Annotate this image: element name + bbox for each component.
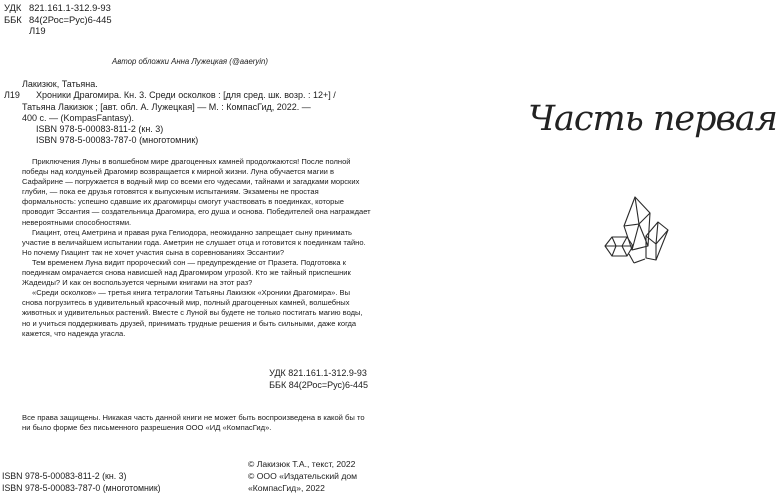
isbn-book: ISBN 978-5-00083-811-2 (кн. 3) (2, 471, 127, 481)
catalog-entry (0, 90, 380, 146)
author-mark: Л19 (29, 25, 46, 36)
part-title: Часть первая (528, 99, 777, 139)
crystals-illustration-icon (602, 194, 672, 266)
catalog-author-mark: Л19 (4, 90, 20, 101)
cover-credit: Автор обложки Анна Лужецкая (@aaeryin) (112, 57, 268, 66)
copyright-publisher-cont: «КомпасГид», 2022 (248, 483, 325, 493)
part-title-page (380, 0, 777, 496)
isbn-series: ISBN 978-5-00083-787-0 (многотомник) (2, 483, 161, 493)
copyright-notice (248, 458, 357, 494)
catalog-isbn-series: ISBN 978-5-00083-787-0 (многотомник) (36, 135, 199, 146)
catalog-record (0, 79, 380, 147)
copyright-publisher: © ООО «Издательский дом (248, 471, 358, 481)
isbn-block (2, 470, 161, 494)
rights-notice: Все права защищены. Никакая часть данной книги не может быть воспроизведена в какой бы то ни было форме без письменного разрешения ООО «ИД «КомпасГид». (22, 413, 365, 433)
bbk-code: ББК 84(2Рос=Рус)6-445 (269, 379, 368, 390)
classification-codes (4, 2, 112, 37)
annotation-paragraph: Гиацинт, отец Аметрина и правая рука Гелиодора, неожиданно запрещает сыну принимать участие в величайшем испытании года. Аметрин не слушает отца и готовится к поединкам тайно. Но почему Гиацинт так не хочет участия сына в соревнованиях Эссантии? (22, 227, 366, 257)
udk-code: УДК 821.161.1-312.9-93 (269, 368, 367, 378)
udk-label: УДК (4, 2, 22, 13)
udk-row (4, 2, 112, 14)
annotation-paragraph: Тем временем Луна видит пророческий сон — предупреждение от Празета. Подготовка к поединкам омрачается снова нависшей над Драгомиром угрозой. Кто же тайный приспешник Жадеиды? И как он воспользуется черными книгами на этот раз? (22, 257, 351, 288)
bbk-row (4, 14, 112, 26)
annotation-paragraph: «Среди осколков» — третья книга тетралогии Татьяны Лакизюк «Хроники Драгомира». Вы снова погрузитесь в удивительный красочный мир, полный драгоценных камней, волшебных животных и удивительных растений. Вместе с Луной вы будете не только постигать магию воды, но и учиться поддерживать друзей, принимать трудные решения и быть сильными, даже когда кажется, что надежда угасла. (22, 288, 363, 338)
catalog-isbn-book: ISBN 978-5-00083-811-2 (кн. 3) (36, 124, 164, 135)
book-annotation (22, 157, 372, 339)
catalog-responsibility-line: Татьяна Лакизюк ; [авт. обл. А. Лужецкая] — М. : КомпасГид, 2022. — (22, 101, 311, 112)
classification-codes-bottom (269, 368, 368, 391)
catalog-title-line: Хроники Драгомира. Кн. 3. Среди осколков : [для сред. шк. возр. : 12+] / (36, 90, 336, 101)
bbk-label: ББК (4, 13, 22, 25)
copyright-text: © Лакизюк Т.А., текст, 2022 (248, 459, 356, 469)
catalog-author: Лакизюк, Татьяна. (22, 79, 98, 89)
udk-value: 821.161.1-312.9-93 (29, 2, 111, 13)
annotation-paragraph: Приключения Луны в волшебном мире драгоценных камней продолжаются! После полной победы над колдуньей Драгомир возвращается к мирной жизни. Луна обучается магии в Сафайрине — погружается в водный мир со всеми его чудесами, тайнами и загадками морских глубин, — пока ее друзья готовятся к выпускным испытаниям. Экзамены не простая формальность: успешно сдавшие их драгомирцы смогут участвовать в поединках, которые проводит Эссантия — создательница Драгомира, его душа и основа. Победителей она награждает невероятными способностями. (22, 157, 371, 227)
copyright-page (0, 0, 380, 496)
bbk-value: 84(2Рос=Рус)6-445 (29, 13, 112, 25)
catalog-pages-line: 400 с. — (KompasFantasy). (22, 112, 135, 123)
